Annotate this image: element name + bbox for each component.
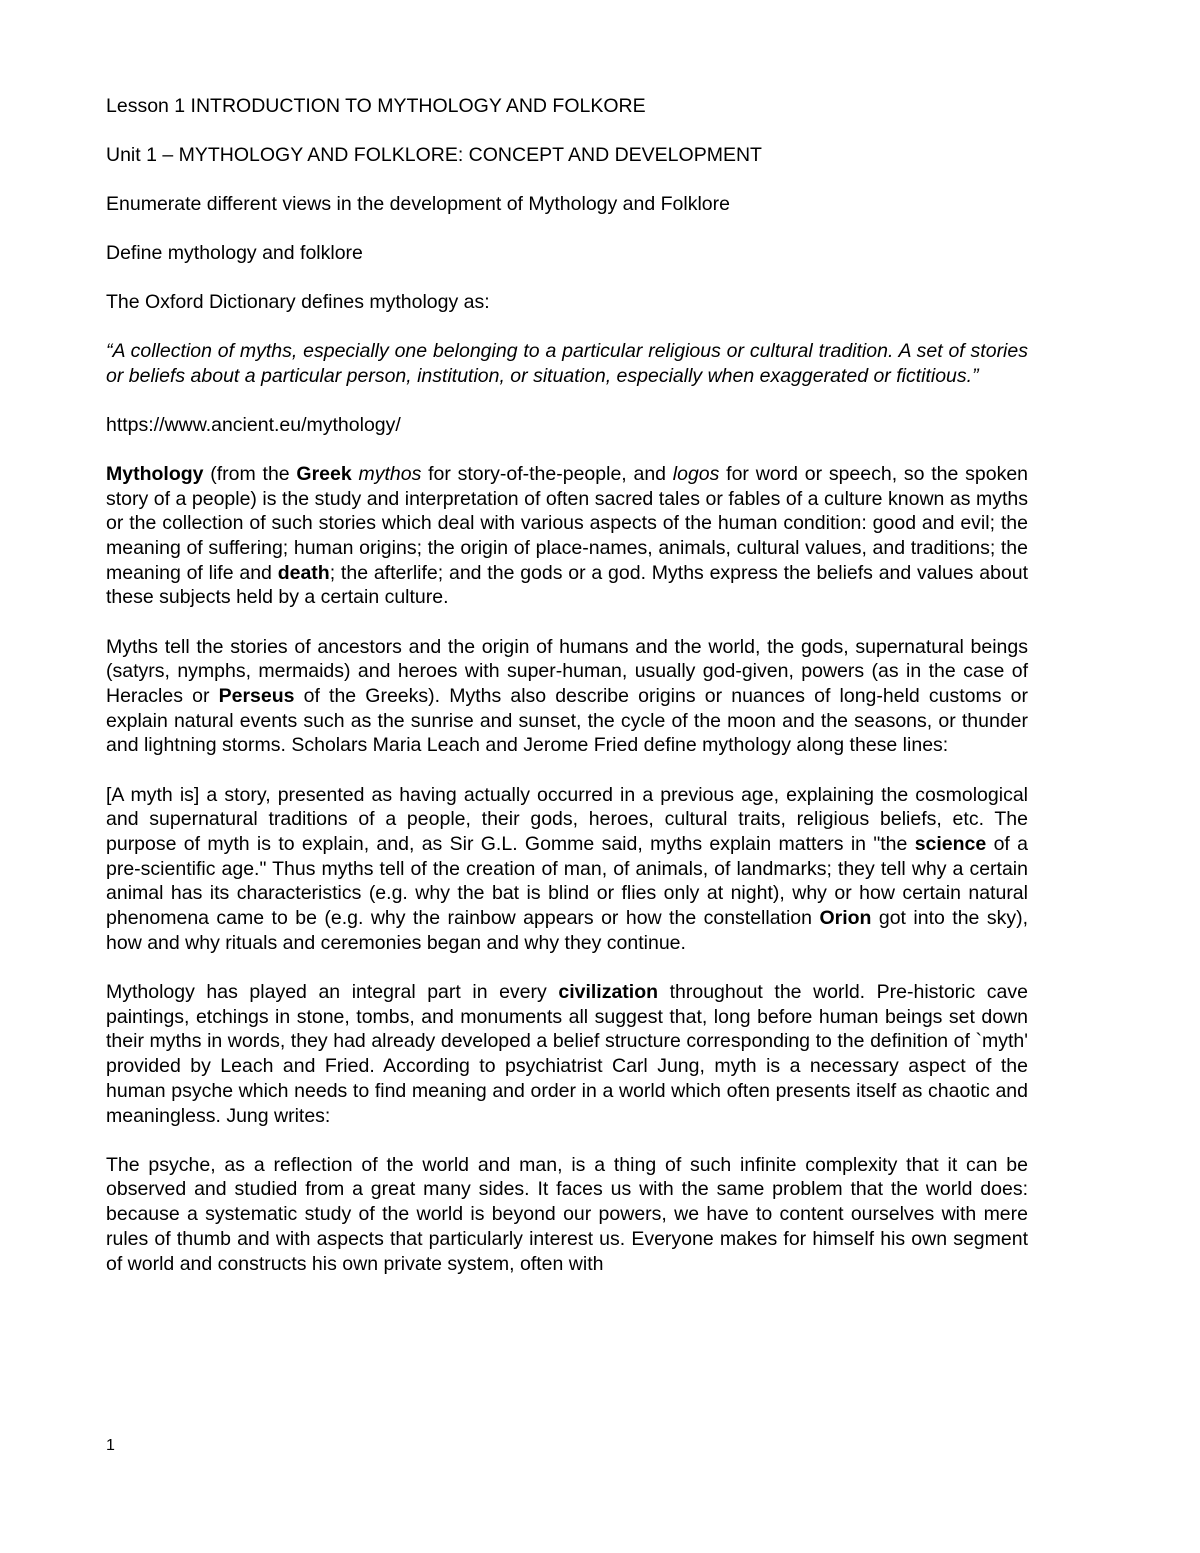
- link-civilization: civilization: [558, 981, 659, 1004]
- paragraph-myth-quote: [A myth is] a story, presented as having actually occurred in a previous age, explaining the cosmological and supernatural traditions of a people, their gods, heroes, cultural traits, religious beliefs, etc. The purpose of myth is to explain, and, as Sir G.L. Gomme said, myths explain matters in "the science of a pre-scientific age." Thus myths tell of the creation of man, of animals, of landmarks; they tell why a certain animal has its characteristics (e.g. why the bat is blind or flies only at night), why or how certain natural phenomena came to be (e.g. why the rainbow appears or how the constellation Orion got into the sky), how and why rituals and ceremonies began and why they continue.: [106, 783, 1028, 954]
- term-mythos: mythos: [358, 462, 422, 485]
- oxford-intro: The Oxford Dictionary defines mythology as:: [106, 291, 490, 313]
- term-logos: logos: [672, 462, 720, 485]
- link-greek: Greek: [296, 462, 352, 485]
- link-death: death: [277, 561, 330, 584]
- unit-title: Unit 1 – MYTHOLOGY AND FOLKLORE: CONCEPT AND DEVELOPMENT: [106, 144, 762, 166]
- paragraph-civilization: Mythology has played an integral part in every civilization throughout the world. Pre-historic cave paintings, etchings in stone, tombs, and monuments all suggest that, long before human beings set down their myths in words, they had already developed a belief structure corresponding to the definition of `myth' provided by Leach and Fried. According to psychiatrist Carl Jung, myth is a necessary aspect of the human psyche which needs to find meaning and order in a world which often presents itself as chaotic and meaningless. Jung writes:: [106, 981, 1028, 1127]
- paragraph-mythology-definition: Mythology (from the Greek mythos for story-of-the-people, and logos for word or speech, so the spoken story of a people) is the study and interpretation of often sacred tales or fables of a culture known as myths or the collection of such stories which deal with various aspects of the human condition: good and evil; the meaning of suffering; human origins; the origin of place-names, animals, cultural values, and traditions; the meaning of life and death; the afterlife; and the gods or a god. Myths express the beliefs and values about these subjects held by a certain culture.: [106, 462, 1029, 609]
- lesson-title: Lesson 1 INTRODUCTION TO MYTHOLOGY AND FOLKORE: [106, 95, 646, 117]
- link-science: science: [914, 833, 987, 856]
- link-perseus: Perseus: [218, 685, 295, 708]
- page-number: 1: [106, 1437, 115, 1454]
- link-orion: Orion: [819, 907, 872, 930]
- oxford-quote: “A collection of myths, especially one belonging to a particular religious or cultural tradition. A set of stories or beliefs about a particular person, institution, or situation, especially when exaggerated or fictitious.”: [106, 340, 1028, 387]
- document-page: [106, 94, 1028, 1276]
- paragraph-myths-tell: Myths tell the stories of ancestors and the origin of humans and the world, the gods, supernatural beings (satyrs, nymphs, mermaids) and heroes with super-human, usually god-given, powers (as in the case of Heracles or Perseus of the Greeks). Myths also describe origins or nuances of long-held customs or explain natural events such as the sunrise and sunset, the cycle of the moon and the seasons, or thunder and lightning storms. Scholars Maria Leach and Jerome Fried define mythology along these lines:: [106, 635, 1028, 757]
- objective-1: Enumerate different views in the development of Mythology and Folklore: [106, 193, 730, 215]
- objective-2: Define mythology and folklore: [106, 242, 363, 264]
- paragraph-jung-quote: The psyche, as a reflection of the world and man, is a thing of such infinite complexity that it can be observed and studied from a great many sides. It faces us with the same problem that the world does: because a systematic study of the world is beyond our powers, we have to content ourselves with mere rules of thumb and with aspects that particularly interest us. Everyone makes for himself his own segment of world and constructs his own private system, often with: [106, 1153, 1028, 1275]
- source-url: https://www.ancient.eu/mythology/: [106, 413, 401, 436]
- term-mythology: Mythology: [106, 462, 204, 485]
